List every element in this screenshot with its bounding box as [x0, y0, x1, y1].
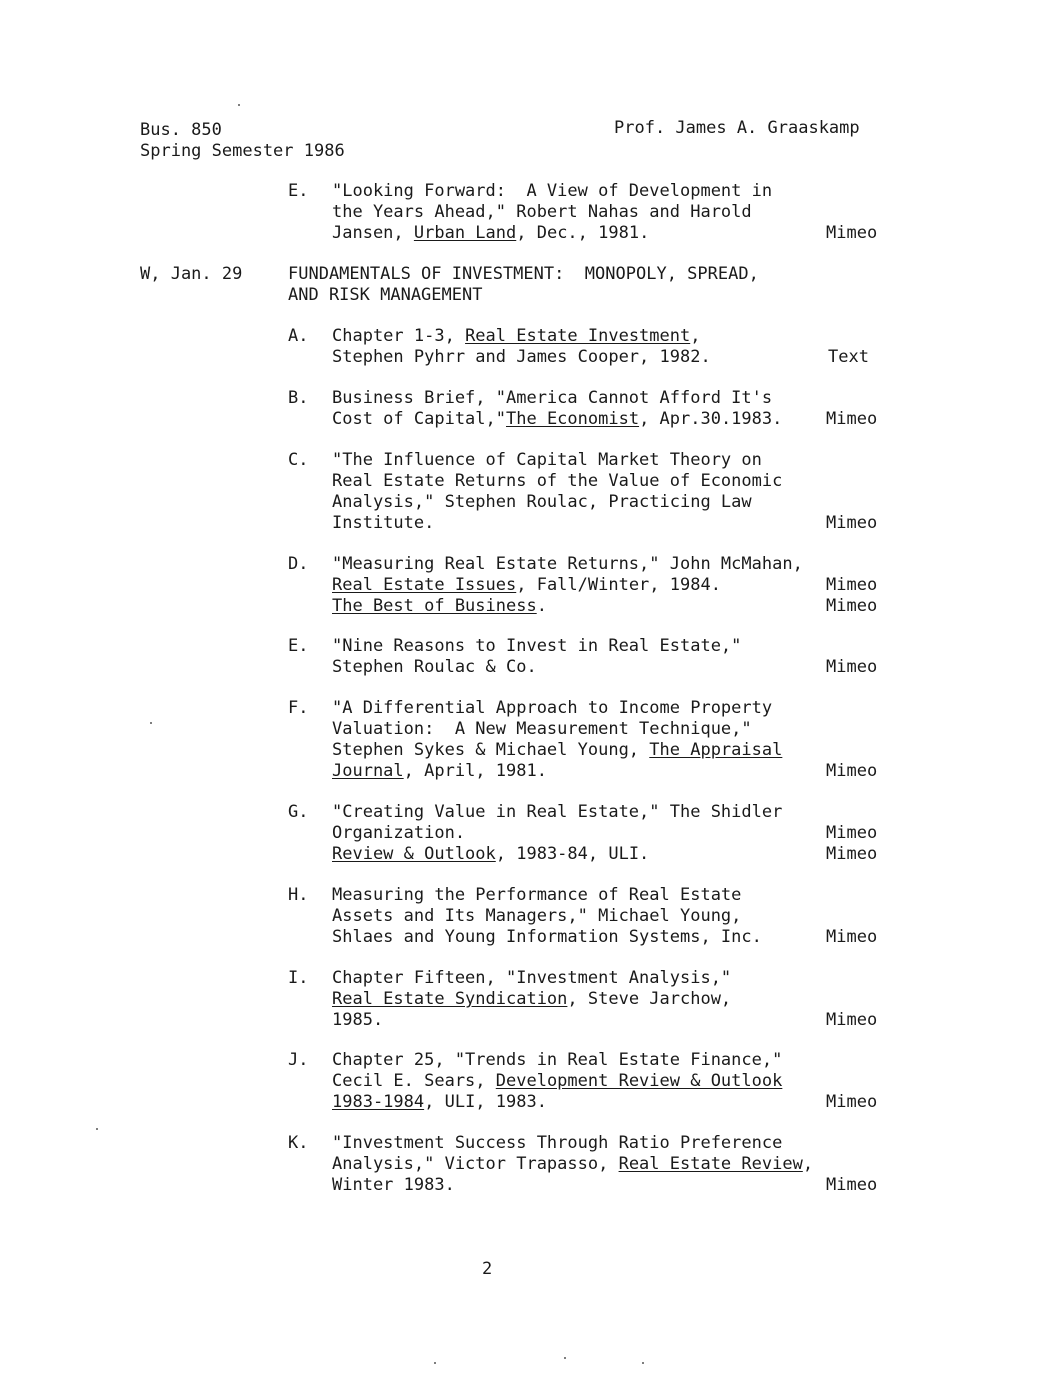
publication-title: Real Estate Review	[618, 1154, 803, 1174]
citation-line	[332, 1050, 782, 1071]
citation-line	[332, 202, 772, 223]
item-letter: B.	[288, 388, 309, 408]
publication-title: Development Review & Outlook	[495, 1071, 783, 1091]
citation-line	[332, 596, 803, 617]
citation-line	[332, 1010, 731, 1031]
citation-line	[332, 927, 762, 948]
publication-title: The Appraisal	[649, 740, 783, 760]
scan-speck	[150, 722, 152, 724]
scan-speck	[434, 1362, 436, 1364]
citation-text: Winter 1983.	[332, 1175, 455, 1195]
citation-text: the Years Ahead," Robert Nahas and Harold	[332, 202, 752, 222]
citation-text: ,	[802, 1154, 814, 1174]
citation-text: Stephen Pyhrr and James Cooper, 1982.	[332, 347, 711, 367]
citation-line	[332, 450, 782, 471]
item-citation	[332, 885, 762, 948]
publication-title: 1983-1984	[332, 1092, 425, 1112]
citation-line	[332, 554, 803, 575]
source-type: Mimeo	[826, 1010, 878, 1030]
citation-line	[332, 326, 711, 347]
item-citation	[332, 388, 782, 430]
item-letter: E.	[288, 636, 309, 656]
citation-line	[332, 513, 782, 534]
citation-line	[332, 906, 762, 927]
citation-line	[332, 471, 782, 492]
publication-title: Real Estate Issues	[332, 575, 517, 595]
citation-line	[332, 223, 772, 244]
citation-text: Chapter 1-3,	[332, 326, 466, 346]
publication-title: The Economist	[506, 409, 640, 429]
citation-line	[332, 1092, 782, 1113]
item-citation	[332, 1133, 813, 1196]
citation-line	[332, 636, 741, 657]
citation-line	[332, 989, 731, 1010]
citation-text: Organization.	[332, 823, 466, 843]
citation-text: , Fall/Winter, 1984.	[516, 575, 721, 595]
source-type: Mimeo	[826, 575, 878, 595]
citation-text: Analysis," Stephen Roulac, Practicing Law	[332, 492, 752, 512]
carryover-letter: E.	[288, 181, 309, 201]
item-citation	[332, 636, 741, 678]
source-type: Mimeo	[826, 657, 878, 677]
citation-text: Business Brief, "America Cannot Afford It's	[332, 388, 773, 408]
citation-line	[332, 388, 782, 409]
scan-speck	[564, 1357, 566, 1359]
citation-line	[332, 347, 711, 368]
citation-text: Valuation: A New Measurement Technique,"	[332, 719, 752, 739]
citation-text: "A Differential Approach to Income Property	[332, 698, 773, 718]
source-type: Mimeo	[826, 1092, 878, 1112]
citation-text: Stephen Sykes & Michael Young,	[332, 740, 650, 760]
citation-line	[332, 802, 782, 823]
citation-text: , 1983-84, ULI.	[495, 844, 650, 864]
citation-text: .	[536, 596, 547, 616]
citation-line	[332, 823, 782, 844]
citation-line	[332, 1133, 813, 1154]
source-type: Mimeo	[826, 513, 878, 533]
item-citation	[332, 450, 782, 534]
citation-line	[332, 740, 782, 761]
professor-name: Prof. James A. Graaskamp	[614, 118, 860, 138]
scan-speck	[238, 104, 240, 106]
session-date: W, Jan. 29	[140, 264, 243, 284]
citation-line	[332, 492, 782, 513]
source-type: Mimeo	[826, 823, 878, 843]
item-letter: D.	[288, 554, 309, 574]
publication-title: Real Estate Syndication	[332, 989, 568, 1009]
citation-text: , Steve Jarchow,	[567, 989, 732, 1009]
source-type: Mimeo	[826, 761, 878, 781]
citation-text: Cecil E. Sears,	[332, 1071, 496, 1091]
citation-text: Chapter 25, "Trends in Real Estate Finance,"	[332, 1050, 783, 1070]
citation-text: Assets and Its Managers," Michael Young,	[332, 906, 742, 926]
citation-text: Stephen Roulac & Co.	[332, 657, 537, 677]
citation-line	[332, 1071, 782, 1092]
citation-line	[332, 885, 762, 906]
citation-line	[332, 698, 782, 719]
item-citation	[332, 968, 731, 1031]
citation-text: "The Influence of Capital Market Theory on	[332, 450, 762, 470]
citation-text: "Nine Reasons to Invest in Real Estate,"	[332, 636, 742, 656]
item-letter: K.	[288, 1133, 309, 1153]
session-title-line1: FUNDAMENTALS OF INVESTMENT: MONOPOLY, SPREAD,	[288, 264, 759, 284]
citation-text: Institute.	[332, 513, 435, 533]
item-letter: G.	[288, 802, 309, 822]
source-type: Text	[828, 347, 869, 367]
citation-line	[332, 409, 782, 430]
item-citation	[332, 802, 782, 865]
citation-text: Shlaes and Young Information Systems, Inc.	[332, 927, 762, 947]
carryover-source: Mimeo	[826, 223, 878, 243]
source-type: Mimeo	[826, 409, 878, 429]
citation-text: Analysis," Victor Trapasso,	[332, 1154, 619, 1174]
item-citation	[332, 698, 782, 782]
publication-title: The Best of Business	[332, 596, 537, 616]
semester: Spring Semester 1986	[140, 141, 345, 161]
citation-text: , Apr.30.1983.	[639, 409, 783, 429]
publication-title: Review & Outlook	[332, 844, 496, 864]
item-citation	[332, 554, 803, 617]
source-type: Mimeo	[826, 596, 878, 616]
citation-text: Real Estate Returns of the Value of Economic	[332, 471, 783, 491]
scan-speck	[642, 1362, 644, 1364]
item-citation	[332, 1050, 782, 1113]
citation-text: Chapter Fifteen, "Investment Analysis,"	[332, 968, 732, 988]
citation-line	[332, 657, 741, 678]
citation-line	[332, 761, 782, 782]
item-letter: H.	[288, 885, 309, 905]
citation-text: "Looking Forward: A View of Development in	[332, 181, 773, 201]
citation-text: "Investment Success Through Ratio Preference	[332, 1133, 783, 1153]
citation-line	[332, 181, 772, 202]
item-letter: C.	[288, 450, 309, 470]
citation-text: "Measuring Real Estate Returns," John McMahan,	[332, 554, 803, 574]
item-letter: J.	[288, 1050, 309, 1070]
citation-line	[332, 719, 782, 740]
source-type: Mimeo	[826, 844, 878, 864]
citation-text: "Creating Value in Real Estate," The Shidler	[332, 802, 783, 822]
item-citation	[332, 326, 711, 368]
carryover-citation	[332, 181, 772, 244]
citation-text: , ULI, 1983.	[424, 1092, 547, 1112]
citation-text: Measuring the Performance of Real Estate	[332, 885, 742, 905]
page-number: 2	[482, 1259, 493, 1279]
citation-text: ,	[690, 326, 701, 346]
source-type: Mimeo	[826, 1175, 878, 1195]
citation-text: Jansen,	[332, 223, 414, 243]
publication-title: Urban Land	[413, 223, 517, 243]
citation-text: , April, 1981.	[403, 761, 547, 781]
citation-text: 1985.	[332, 1010, 384, 1030]
source-type: Mimeo	[826, 927, 878, 947]
citation-line	[332, 844, 782, 865]
citation-line	[332, 1154, 813, 1175]
publication-title: Journal	[332, 761, 404, 781]
session-title-line2: AND RISK MANAGEMENT	[288, 285, 483, 305]
course-number: Bus. 850	[140, 120, 222, 140]
scan-speck	[96, 1128, 98, 1130]
citation-line	[332, 968, 731, 989]
citation-line	[332, 575, 803, 596]
item-letter: F.	[288, 698, 309, 718]
publication-title: Real Estate Investment	[465, 326, 691, 346]
item-letter: A.	[288, 326, 309, 346]
citation-text: , Dec., 1981.	[516, 223, 650, 243]
citation-line	[332, 1175, 813, 1196]
citation-text: Cost of Capital,"	[332, 409, 506, 429]
item-letter: I.	[288, 968, 309, 988]
